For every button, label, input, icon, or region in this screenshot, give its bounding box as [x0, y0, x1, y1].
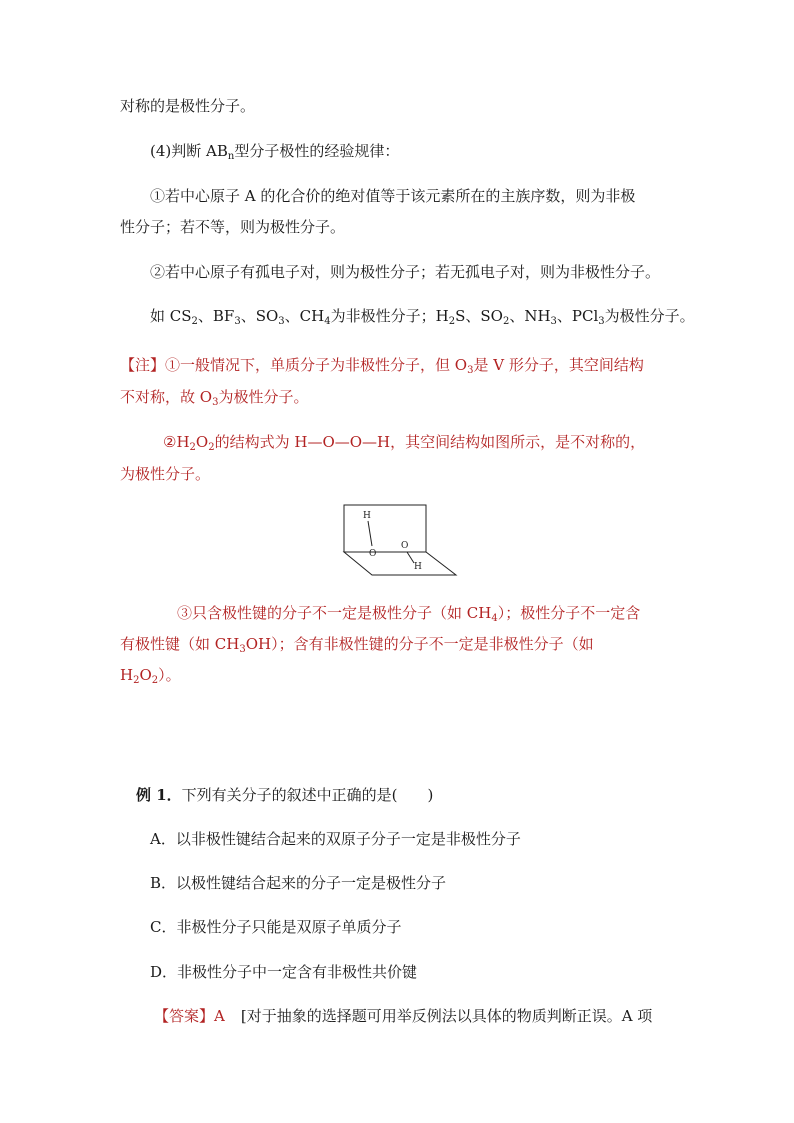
- ex-text: 、CH: [284, 307, 325, 325]
- note-sub: 4: [491, 613, 498, 624]
- note-text: 不对称，故 O: [120, 388, 213, 406]
- ex-sub: 3: [234, 316, 241, 327]
- note-text: 的结构式为 H—O—O—H，其空间结构如图所示，是不对称的，: [214, 433, 646, 451]
- note-sub: 2: [189, 442, 196, 453]
- note-text: O: [195, 433, 209, 451]
- note-text: ①一般情况下，单质分子为非极性分子，但 O: [165, 356, 468, 374]
- note-sub: 2: [151, 675, 159, 686]
- note3-line3: [120, 665, 181, 685]
- note2-line1: [163, 432, 645, 452]
- rule-item2: ②若中心原子有孤电子对，则为极性分子；若无孤电子对，则为非极性分子。: [150, 263, 661, 281]
- ex-text: 、NH: [509, 307, 551, 325]
- note-line2: [120, 387, 308, 407]
- example-question: [136, 785, 433, 805]
- option-a: A．以非极性键结合起来的双原子分子一定是非极性分子: [150, 830, 521, 848]
- note-text: O: [139, 666, 152, 684]
- ex-sub: 3: [598, 316, 605, 327]
- ex-text: 、SO: [240, 307, 279, 325]
- ex-text: 为非极性分子；H: [330, 307, 449, 325]
- atom-h-bottom: H: [414, 562, 422, 572]
- answer-explanation: [对于抽象的选择题可用举反例法以具体的物质判断正误。A 项: [240, 1007, 653, 1025]
- rule-examples: [150, 306, 695, 326]
- note-text: 是 V 形分子，其空间结构: [473, 356, 644, 374]
- ex-sub: 2: [448, 316, 456, 327]
- atom-o-right: O: [401, 541, 409, 551]
- note-sub: 2: [208, 442, 215, 453]
- answer-line: [154, 1006, 652, 1026]
- ex-sub: 3: [278, 316, 285, 327]
- ex-text: 为极性分子。: [604, 307, 695, 325]
- upper-plane: [344, 505, 426, 552]
- lower-plane: [344, 552, 456, 575]
- note-text: OH）；含有非极性键的分子不一定是非极性分子（如: [245, 635, 594, 653]
- rule-heading: [150, 141, 399, 161]
- note-text: ②H: [163, 433, 190, 451]
- example-label: 例 1．: [136, 786, 182, 804]
- ex-text: 、BF: [197, 307, 235, 325]
- note-sub: 2: [133, 675, 140, 686]
- note-text: ③只含极性键的分子不一定是极性分子（如 CH: [177, 604, 492, 622]
- example-question-text: 下列有关分子的叙述中正确的是( ): [181, 786, 434, 804]
- note-sub: 3: [239, 644, 246, 655]
- ex-sub: 3: [550, 316, 557, 327]
- note-text: 为极性分子。: [218, 388, 309, 406]
- intro-line: 对称的是极性分子。: [120, 97, 256, 115]
- note-sub: 3: [212, 397, 219, 408]
- ex-sub: 2: [191, 316, 198, 327]
- rule-heading-suffix: 型分子极性的经验规律：: [234, 142, 400, 160]
- option-d: D．非极性分子中一定含有非极性共价键: [150, 963, 418, 981]
- answer-label: 【答案】A: [154, 1007, 225, 1025]
- h-o-bond-left: [368, 521, 372, 546]
- note-text: ）。: [158, 666, 181, 684]
- rule-heading-prefix: (4)判断 AB: [150, 142, 228, 160]
- note3-line2: [120, 634, 594, 654]
- note-sub: 3: [467, 365, 474, 376]
- rule-heading-sub: n: [227, 151, 235, 162]
- ex-sub: 4: [324, 316, 331, 327]
- ex-text: 、PCl: [556, 307, 599, 325]
- atom-h-top: H: [363, 511, 371, 521]
- ex-text: S、SO: [455, 307, 503, 325]
- note3-line1: [177, 603, 640, 623]
- ex-sub: 2: [502, 316, 510, 327]
- note-label: 【注】: [120, 356, 166, 374]
- option-c: C．非极性分子只能是双原子单质分子: [150, 918, 402, 936]
- note2-line2: 为极性分子。: [120, 465, 211, 483]
- rule-item1-line1: ①若中心原子 A 的化合价的绝对值等于该元素所在的主族序数，则为非极: [150, 187, 636, 205]
- option-b: B．以极性键结合起来的分子一定是极性分子: [150, 874, 447, 892]
- note-text: H: [120, 666, 134, 684]
- note-text: ）；极性分子不一定含: [497, 604, 641, 622]
- ex-text: 如 CS: [150, 307, 192, 325]
- atom-o-left: O: [369, 549, 377, 559]
- note-line1: [120, 355, 644, 375]
- rule-item1-line2: 性分子；若不等，则为极性分子。: [120, 218, 346, 236]
- h2o2-structure-diagram: [330, 503, 460, 579]
- note-text: 有极性键（如 CH: [120, 635, 240, 653]
